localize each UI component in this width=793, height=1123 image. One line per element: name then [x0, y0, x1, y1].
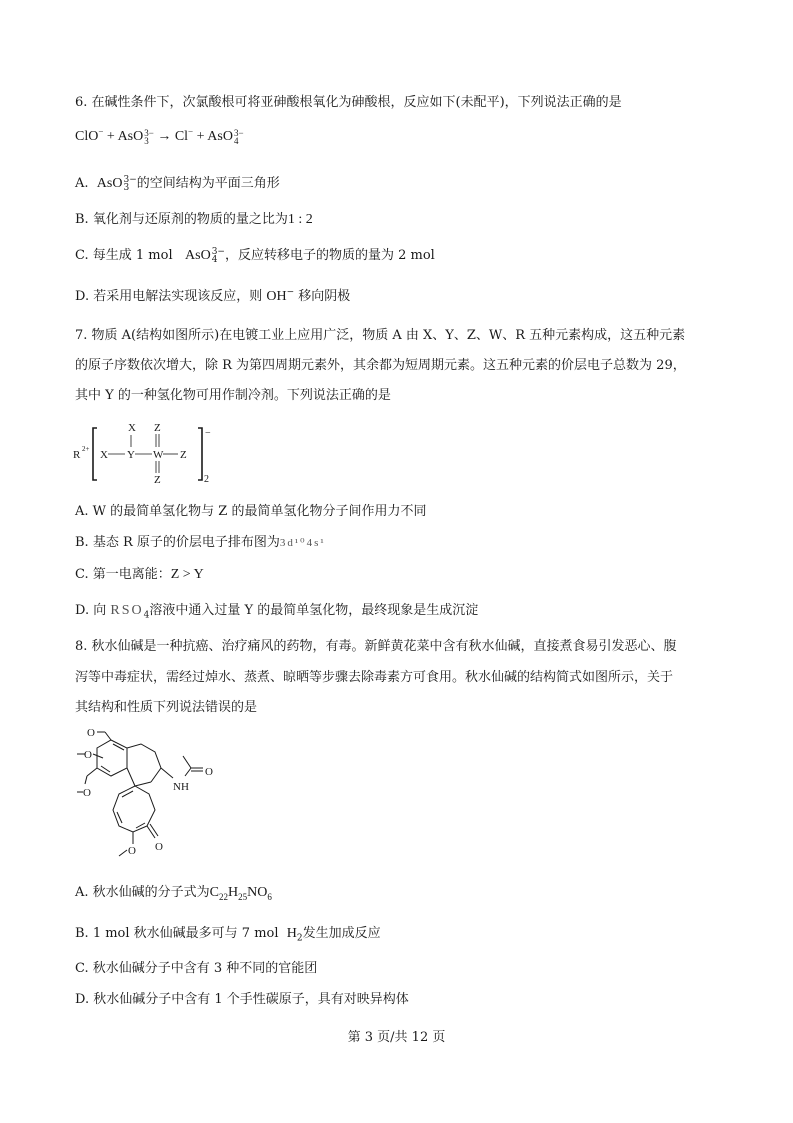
colchicine-structure	[75, 722, 235, 870]
anion-charge: −	[205, 428, 211, 439]
amide-oxygen-label: O	[205, 766, 213, 778]
methoxy-o-4: O	[128, 845, 136, 857]
ketone-oxygen-label: O	[155, 841, 163, 853]
q7-option-b: B. 基态 R 原子的价层电子排布图为3d¹⁰4s¹	[75, 535, 326, 550]
q8-option-b: B. 1 mol 秋水仙碱最多可与 7 mol $H_2$发生加成反应	[75, 926, 381, 944]
colchicine-formula: $C_{22}H_{25}NO_6$	[209, 885, 272, 902]
anion-count: 2	[204, 474, 209, 485]
q8-option-d: D. 秋水仙碱分子中含有 1 个手性碳原子，具有对映异构体	[75, 992, 409, 1007]
q7-option-d: D. 向 $RSO_4$溶液中通入过量 Y 的最简单氢化物，最终现象是生成沉淀	[75, 603, 479, 621]
atom-z-bottom: Z	[154, 474, 161, 486]
atom-z-right: Z	[180, 449, 187, 461]
cation-r: R	[73, 449, 81, 461]
methoxy-o-3: O	[83, 787, 91, 799]
q7-option-a: A. W 的最简单氢化物与 Z 的最简单氢化物分子间作用力不同	[75, 504, 427, 519]
nh-label: NH	[173, 781, 189, 793]
methoxy-o-1: O	[87, 727, 95, 739]
q7-stem-line2: 的原子序数依次增大，除 R 为第四周期元素外，其余都为短周期元素。这五种元素的价层电子总数为 29，	[75, 358, 686, 373]
atom-x-top: X	[128, 422, 136, 434]
q6-option-a: A. AsO 3− 3 的空间结构为平面三角形	[75, 174, 280, 193]
atom-w: W	[153, 449, 164, 461]
q7-structure-diagram	[70, 416, 230, 488]
q7-stem-line1: 7. 物质 A(结构如图所示)在电镀工业上应用广泛，物质 A 由 X、Y、Z、W、R 五种元素构成，这五种元素	[75, 328, 686, 343]
methoxy-o-2: O	[84, 749, 92, 761]
q6-option-d: D. 若采用电解法实现该反应，则 OH− 移向阴极	[75, 287, 351, 304]
atom-y: Y	[127, 449, 135, 461]
q7-stem-line3: 其中 Y 的一种氢化物可用作制冷剂。下列说法正确的是	[75, 388, 391, 403]
atom-z-top: Z	[154, 422, 161, 434]
q6-stem: 6. 在碱性条件下，次氯酸根可将亚砷酸根氧化为砷酸根，反应如下(未配平)，下列说法正确的是	[75, 95, 622, 110]
q6-equation: ClO− + AsO 3− 3 → Cl− + AsO 3− 4	[75, 126, 244, 146]
q6-option-b: B. 氧化剂与还原剂的物质的量之比为1 : 2	[75, 212, 313, 227]
q8-stem-line2: 泻等中毒症状，需经过焯水、蒸煮、晾晒等步骤去除毒素方可食用。秋水仙碱的结构简式如图所示，关于	[75, 670, 674, 685]
left-bracket	[93, 428, 97, 480]
q8-stem-line1: 8. 秋水仙碱是一种抗癌、治疗痛风的药物，有毒。新鲜黄花菜中含有秋水仙碱，直接煮食易引发恶心、腹	[75, 639, 677, 654]
atom-x-left: X	[100, 449, 108, 461]
right-bracket	[198, 428, 202, 480]
q6-option-c: C. 每生成 1 mol AsO 3− 4 ，反应转移电子的物质的量为 2 mol	[75, 246, 435, 265]
q8-stem-line3: 其结构和性质下列说法错误的是	[75, 700, 258, 715]
page-footer: 第 3 页/共 12 页	[347, 1030, 446, 1045]
q8-option-c: C. 秋水仙碱分子中含有 3 种不同的官能团	[75, 961, 318, 976]
cation-charge: 2+	[82, 445, 90, 453]
q7-option-c: C. 第一电离能：Z > Y	[75, 567, 204, 582]
q8-option-a: A. 秋水仙碱的分子式为$C_{22}H_{25}NO_6$	[75, 885, 272, 902]
